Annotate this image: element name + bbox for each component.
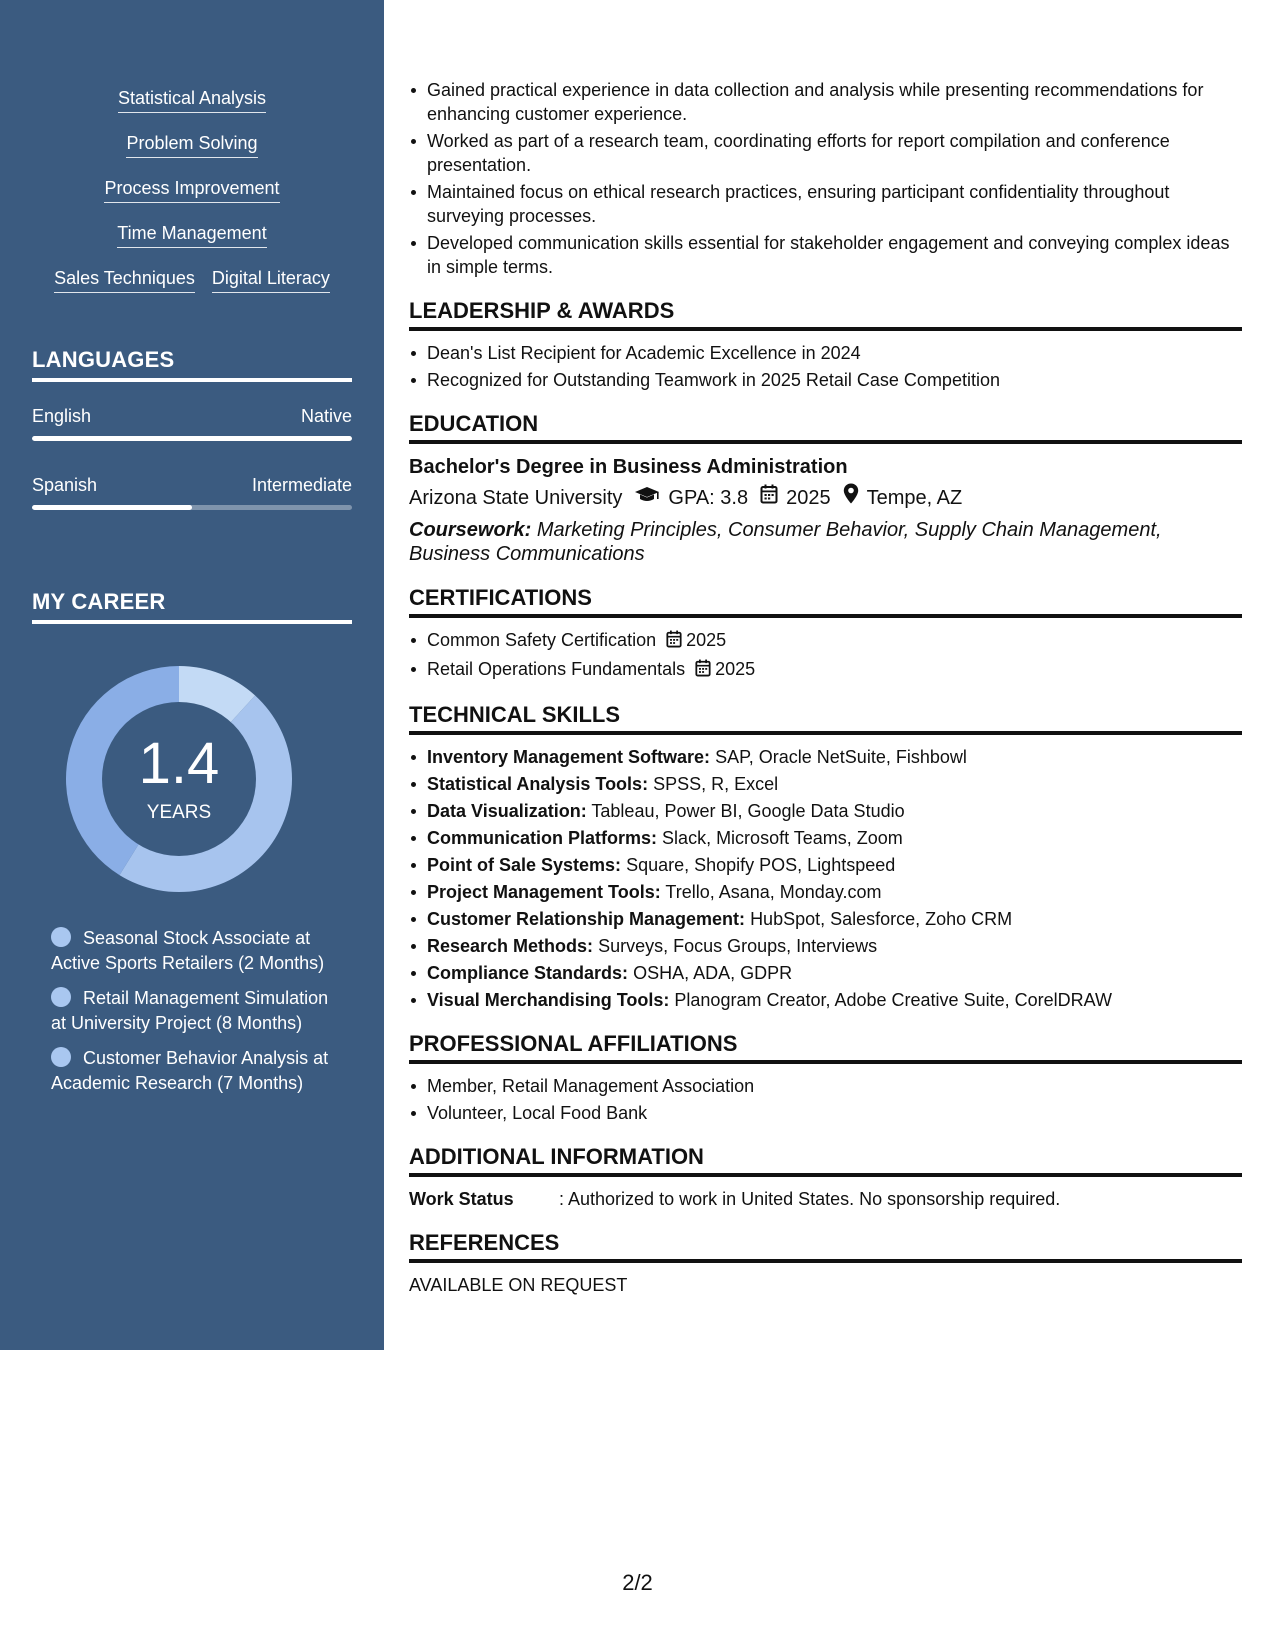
skill-row <box>32 266 352 311</box>
career-item <box>51 1046 331 1096</box>
career-unit: YEARS <box>146 802 212 823</box>
references-text: AVAILABLE ON REQUEST <box>409 1275 628 1295</box>
skill-value: HubSpot, Salesforce, Zoho CRM <box>750 909 1013 929</box>
work-status <box>409 1187 1242 1211</box>
work-status-label: Work Status <box>409 1189 514 1209</box>
skill-label: Communication Platforms: <box>427 828 658 848</box>
list-item <box>427 907 1242 931</box>
career-item <box>51 986 331 1036</box>
list-item: Recognized for Outstanding Teamwork in 2025 Retail Case Competition <box>427 368 1242 392</box>
language-bar-fill <box>32 505 192 510</box>
language-bar <box>32 505 352 510</box>
skill-label: Point of Sale Systems: <box>427 855 622 875</box>
language-spanish <box>32 473 352 510</box>
skill-value: Trello, Asana, Monday.com <box>665 882 882 902</box>
skill-label: Statistical Analysis Tools: <box>427 774 649 794</box>
graduation-year: 2025 <box>786 486 831 509</box>
list-item: Dean's List Recipient for Academic Excellence in 2024 <box>427 341 1242 365</box>
skill-value: Planogram Creator, Adobe Creative Suite, CorelDRAW <box>674 990 1112 1010</box>
list-item <box>427 880 1242 904</box>
skill-tag: Time Management <box>117 221 266 248</box>
page-number: 2/2 <box>622 1570 653 1595</box>
career-list <box>51 926 331 1106</box>
skill-row <box>32 86 352 131</box>
section-title-technical-skills: TECHNICAL SKILLS <box>409 701 1242 735</box>
career-total: 1.4 <box>138 731 220 796</box>
skill-label: Data Visualization: <box>427 801 587 821</box>
section-title-certifications: CERTIFICATIONS <box>409 584 1242 618</box>
skill-value: Square, Shopify POS, Lightspeed <box>626 855 896 875</box>
skill-label: Visual Merchandising Tools: <box>427 990 670 1010</box>
career-title: MY CAREER <box>32 588 352 624</box>
list-item <box>427 628 1242 654</box>
language-name: English <box>32 406 92 426</box>
list-item <box>427 772 1242 796</box>
legend-dot-icon <box>51 927 71 947</box>
list-item <box>427 799 1242 823</box>
calendar-icon <box>666 630 682 654</box>
school-name: Arizona State University <box>409 486 623 509</box>
section-title-additional-information: ADDITIONAL INFORMATION <box>409 1143 1242 1177</box>
skill-tag: Digital Literacy <box>212 266 330 293</box>
list-item <box>427 934 1242 958</box>
certification-name: Common Safety Certification <box>427 630 657 650</box>
degree-title: Bachelor's Degree in Business Administration <box>409 456 848 478</box>
certification-year: 2025 <box>715 659 756 679</box>
school-location: Tempe, AZ <box>866 486 963 509</box>
list-item: Developed communication skills essential for stakeholder engagement and conveying complex ideas in simple terms. <box>427 231 1242 279</box>
career-item-text: Customer Behavior Analysis at Academic Research (7 Months) <box>51 1048 329 1093</box>
coursework <box>409 518 1242 566</box>
language-bar-fill <box>32 436 352 441</box>
skill-value: Surveys, Focus Groups, Interviews <box>598 936 878 956</box>
location-pin-icon <box>843 483 859 512</box>
skill-label: Customer Relationship Management: <box>427 909 746 929</box>
skill-value: Slack, Microsoft Teams, Zoom <box>662 828 903 848</box>
list-item: Member, Retail Management Association <box>427 1074 1242 1098</box>
skill-label: Research Methods: <box>427 936 594 956</box>
list-item <box>427 961 1242 985</box>
language-level: Native <box>300 406 352 426</box>
skill-tag: Statistical Analysis <box>118 86 266 113</box>
skill-row <box>32 176 352 221</box>
list-item: Volunteer, Local Food Bank <box>427 1101 1242 1125</box>
skill-tag: Problem Solving <box>126 131 257 158</box>
education-details <box>409 483 1242 512</box>
technical-skills-list <box>409 745 1242 1012</box>
certifications-list <box>409 628 1242 683</box>
legend-dot-icon <box>51 1047 71 1067</box>
skill-value: OSHA, ADA, GDPR <box>633 963 793 983</box>
leadership-list <box>409 341 1242 392</box>
languages-title: LANGUAGES <box>32 346 352 382</box>
language-english <box>32 404 352 441</box>
section-title-references: REFERENCES <box>409 1229 1242 1263</box>
affiliations-list <box>409 1074 1242 1125</box>
career-item-text: Retail Management Simulation at University Project (8 Months) <box>51 988 329 1033</box>
section-title-leadership: LEADERSHIP & AWARDS <box>409 297 1242 331</box>
gpa: GPA: 3.8 <box>668 486 749 509</box>
list-item: Worked as part of a research team, coordinating efforts for report compilation and conference presentation. <box>427 129 1242 177</box>
list-item <box>427 988 1242 1012</box>
skill-value: SPSS, R, Excel <box>653 774 779 794</box>
skill-label: Project Management Tools: <box>427 882 661 902</box>
career-donut-chart <box>66 666 292 892</box>
skills-list <box>32 86 352 311</box>
calendar-icon <box>695 659 711 683</box>
coursework-label: Coursework: <box>409 519 532 541</box>
list-item: Gained practical experience in data collection and analysis while presenting recommendations for enhancing customer experience. <box>427 78 1242 126</box>
graduation-cap-icon <box>634 484 660 512</box>
coursework-list: Marketing Principles, Consumer Behavior, Supply Chain Management, Business Communications <box>409 519 1162 565</box>
work-status-value: : Authorized to work in United States. No sponsorship required. <box>559 1189 1061 1209</box>
skill-value: Tableau, Power BI, Google Data Studio <box>591 801 905 821</box>
career-item <box>51 926 331 976</box>
section-title-education: EDUCATION <box>409 410 1242 444</box>
skill-label: Inventory Management Software: <box>427 747 711 767</box>
language-level: Intermediate <box>251 475 352 495</box>
calendar-icon <box>760 484 778 512</box>
skill-tag: Process Improvement <box>104 176 279 203</box>
skill-value: SAP, Oracle NetSuite, Fishbowl <box>715 747 967 767</box>
skill-label: Compliance Standards: <box>427 963 629 983</box>
career-item-text: Seasonal Stock Associate at Active Sports Retailers (2 Months) <box>51 928 325 973</box>
legend-dot-icon <box>51 987 71 1007</box>
skill-row <box>32 131 352 176</box>
experience-bullets <box>409 78 1242 279</box>
list-item <box>427 745 1242 769</box>
skill-tag: Sales Techniques <box>54 266 195 293</box>
list-item <box>427 657 1242 683</box>
list-item <box>427 853 1242 877</box>
certification-name: Retail Operations Fundamentals <box>427 659 686 679</box>
list-item <box>427 826 1242 850</box>
sidebar <box>0 0 384 1350</box>
certification-year: 2025 <box>686 630 727 650</box>
skill-row <box>32 221 352 266</box>
language-bar <box>32 436 352 441</box>
section-title-affiliations: PROFESSIONAL AFFILIATIONS <box>409 1030 1242 1064</box>
list-item: Maintained focus on ethical research practices, ensuring participant confidentiality throughout surveying processes. <box>427 180 1242 228</box>
language-name: Spanish <box>32 475 98 495</box>
main-content <box>409 78 1242 1297</box>
